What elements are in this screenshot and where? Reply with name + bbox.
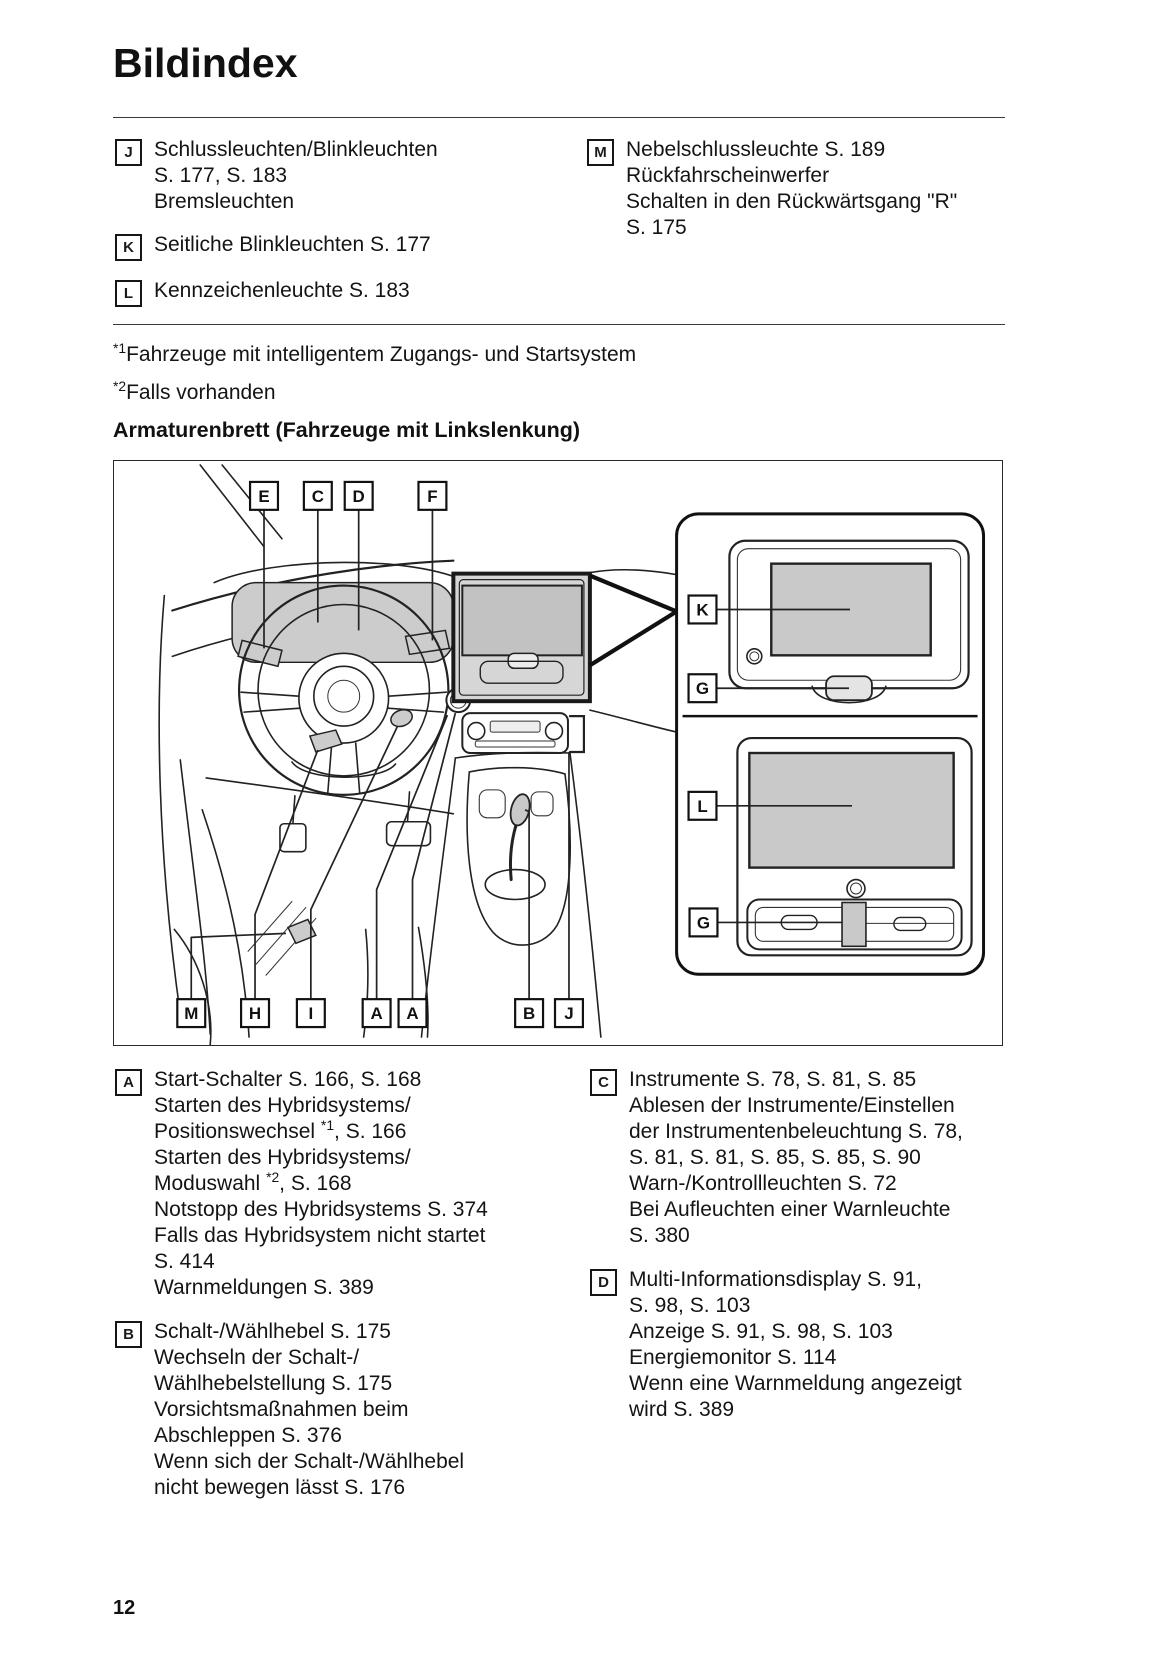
- text-line: Ablesen der Instrumente/Einstellen: [629, 1094, 955, 1117]
- audio-display: [490, 721, 540, 732]
- text-line: nicht bewegen lässt S. 176: [154, 1476, 405, 1499]
- top-index-right-column: [585, 137, 1005, 324]
- text-line: Energiemonitor S. 114: [629, 1346, 837, 1369]
- text-line: wird S. 389: [629, 1398, 735, 1421]
- pedal-stem: [408, 792, 410, 822]
- callout-letter: H: [248, 1004, 262, 1024]
- leader-i: [311, 726, 398, 999]
- text-line: Anzeige S. 91, S. 98, S. 103: [629, 1320, 893, 1343]
- wedge-line-bottom: [590, 611, 677, 665]
- callout-key-badge: L: [115, 280, 142, 307]
- text-line: Vorsichtsmaßnahmen beim: [154, 1398, 409, 1421]
- text-line: Start-Schalter S. 166, S. 168: [154, 1068, 422, 1091]
- index-item-l: [113, 278, 585, 307]
- callout-letter: A: [370, 1004, 383, 1024]
- text-line: Warnmeldungen S. 389: [154, 1276, 374, 1299]
- index-item-d: [588, 1267, 1005, 1423]
- text-line: Falls das Hybridsystem nicht startet: [154, 1224, 486, 1247]
- callout-letter: G: [695, 679, 710, 699]
- callout-letter: J: [564, 1004, 574, 1024]
- text-line: Instrumente S. 78, S. 81, S. 85: [629, 1068, 917, 1091]
- text-line: Wenn eine Warnmeldung angezeigt: [629, 1372, 962, 1395]
- callout-letter: F: [427, 486, 438, 506]
- index-item-j: [113, 137, 585, 215]
- section-heading: Armaturenbrett (Fahrzeuge mit Linkslenkung): [113, 418, 581, 442]
- text-line: Wechseln der Schalt-/: [154, 1346, 360, 1369]
- text-line: der Instrumentenbeleuchtung S. 78,: [629, 1120, 963, 1143]
- callout-key-badge: A: [115, 1069, 142, 1096]
- text-line: S. 81, S. 81, S. 85, S. 85, S. 90: [629, 1146, 921, 1169]
- callout-boxes: [177, 482, 717, 1027]
- leader-a2: [412, 713, 455, 999]
- dashboard-diagram: [113, 460, 1003, 1046]
- text-line: S. 414: [154, 1250, 215, 1273]
- text-line: Bei Aufleuchten einer Warnleuchte: [629, 1198, 951, 1221]
- leader-b: [525, 810, 529, 999]
- bottom-index-left-column: [113, 1067, 588, 1519]
- callout-letter: C: [311, 486, 324, 506]
- console-inset: [467, 768, 570, 945]
- index-item-text: [629, 1067, 963, 1249]
- index-item-text: [154, 1067, 488, 1301]
- top-index-list: [113, 118, 1005, 324]
- callout-letter: A: [406, 1004, 419, 1024]
- shifter-stick: [510, 822, 517, 880]
- superscript-marker: *2: [266, 1169, 280, 1185]
- text-line: S. 175: [626, 216, 687, 239]
- callout-letter: M: [184, 1004, 199, 1024]
- callout-letter: E: [258, 486, 270, 506]
- left-spoke: [241, 692, 300, 712]
- shift-gate-right: [531, 792, 553, 816]
- text-line: Notstopp des Hybridsystems S. 374: [154, 1198, 488, 1221]
- magnifier-wedge: [590, 576, 677, 666]
- text-line: Schalt-/Wählhebel S. 175: [154, 1320, 391, 1343]
- text-line: Wählhebelstellung S. 175: [154, 1372, 393, 1395]
- callout-key-badge: J: [115, 139, 142, 166]
- index-item-c: [588, 1067, 1005, 1249]
- text-line: Wenn sich der Schalt-/Wählhebel: [154, 1450, 465, 1473]
- wedge-line-top: [590, 576, 677, 612]
- footnote: $^{*2}$Falls vorhanden: [113, 378, 276, 404]
- text-line: S. 177, S. 183: [154, 164, 288, 187]
- shift-gate-left: [479, 790, 505, 818]
- callout-letter: K: [696, 600, 709, 620]
- door-edge-line: [159, 596, 180, 1015]
- console-right-edge: [570, 753, 601, 1037]
- text-line: Kennzeichenleuchte S. 183: [154, 279, 410, 302]
- footnotes: [113, 325, 1005, 405]
- top-index-left-column: [113, 137, 585, 324]
- text-line: Positionswechsel $^{*1}$, S. 166: [154, 1117, 407, 1143]
- callout-key-badge: B: [115, 1321, 142, 1348]
- callout-letter: I: [308, 1004, 314, 1024]
- page-title: Bildindex: [113, 40, 298, 86]
- callout-key-badge: D: [590, 1269, 617, 1296]
- dashboard-diagram-svg: [114, 461, 1002, 1045]
- closeup-panel: [677, 514, 984, 974]
- index-item-text: [154, 1319, 464, 1501]
- footnote-marker: *2: [113, 378, 127, 394]
- bottom-spoke: [328, 743, 360, 793]
- footnote: $^{*1}$Fahrzeuge mit intelligentem Zugangs- und Startsystem: [113, 340, 637, 366]
- text-line: Seitliche Blinkleuchten S. 177: [154, 233, 431, 256]
- dash-right-lower-line: [590, 710, 677, 732]
- dash-right-line: [590, 570, 677, 575]
- index-item-a: [113, 1067, 588, 1301]
- text-line: Abschleppen S. 376: [154, 1424, 342, 1447]
- shifter-boot: [485, 870, 545, 900]
- bottom-index-right-column: [588, 1067, 1005, 1519]
- vent-slider: [842, 902, 866, 946]
- text-line: S. 98, S. 103: [629, 1294, 751, 1317]
- leader-h: [255, 750, 318, 999]
- knee-bolster-line: [206, 778, 453, 814]
- callout-letter: D: [352, 486, 365, 506]
- column-lever: [310, 730, 342, 752]
- index-item-text: [629, 1267, 962, 1423]
- side-bracket: [570, 716, 584, 752]
- text-line: Multi-Informationsdisplay S. 91,: [629, 1268, 922, 1291]
- text-line: Starten des Hybridsystems/: [154, 1146, 411, 1169]
- callout-letter: B: [522, 1004, 536, 1024]
- callout-key-badge: K: [115, 234, 142, 261]
- callout-letter: G: [696, 913, 711, 933]
- text-line: Bremsleuchten: [154, 190, 295, 213]
- callout-letter: L: [697, 796, 708, 816]
- callout-key-badge: M: [587, 139, 614, 166]
- index-item-b: [113, 1319, 588, 1501]
- page-number: 12: [113, 1597, 136, 1619]
- bottom-index-list: [113, 1046, 1005, 1519]
- text-line: Warn-/Kontrollleuchten S. 72: [629, 1172, 897, 1195]
- callout-key-badge: C: [590, 1069, 617, 1096]
- text-line: S. 380: [629, 1224, 690, 1247]
- index-item-m: [585, 137, 1005, 241]
- index-item-k: [113, 232, 585, 261]
- text-line: Moduswahl $^{*2}$, S. 168: [154, 1169, 352, 1195]
- right-spoke: [388, 692, 447, 712]
- text-line: Nebelschlussleuchte S. 189: [626, 138, 886, 161]
- footnote-marker: *1: [113, 340, 127, 356]
- lower-screen: [749, 753, 953, 868]
- superscript-marker: *1: [320, 1117, 335, 1133]
- text-line: Schalten in den Rückwärtsgang "R": [626, 190, 958, 213]
- center-display-screen: [462, 586, 582, 656]
- text-line: Schlussleuchten/Blinkleuchten: [154, 138, 438, 161]
- text-line: Rückfahrscheinwerfer: [626, 164, 830, 187]
- index-item-text: [154, 232, 431, 258]
- index-item-text: [626, 137, 957, 241]
- console-left-edge: [421, 758, 455, 1037]
- index-item-text: [154, 278, 410, 304]
- text-line: Starten des Hybridsystems/: [154, 1094, 411, 1117]
- index-item-text: [154, 137, 438, 215]
- dashboard-scene: [159, 465, 676, 1045]
